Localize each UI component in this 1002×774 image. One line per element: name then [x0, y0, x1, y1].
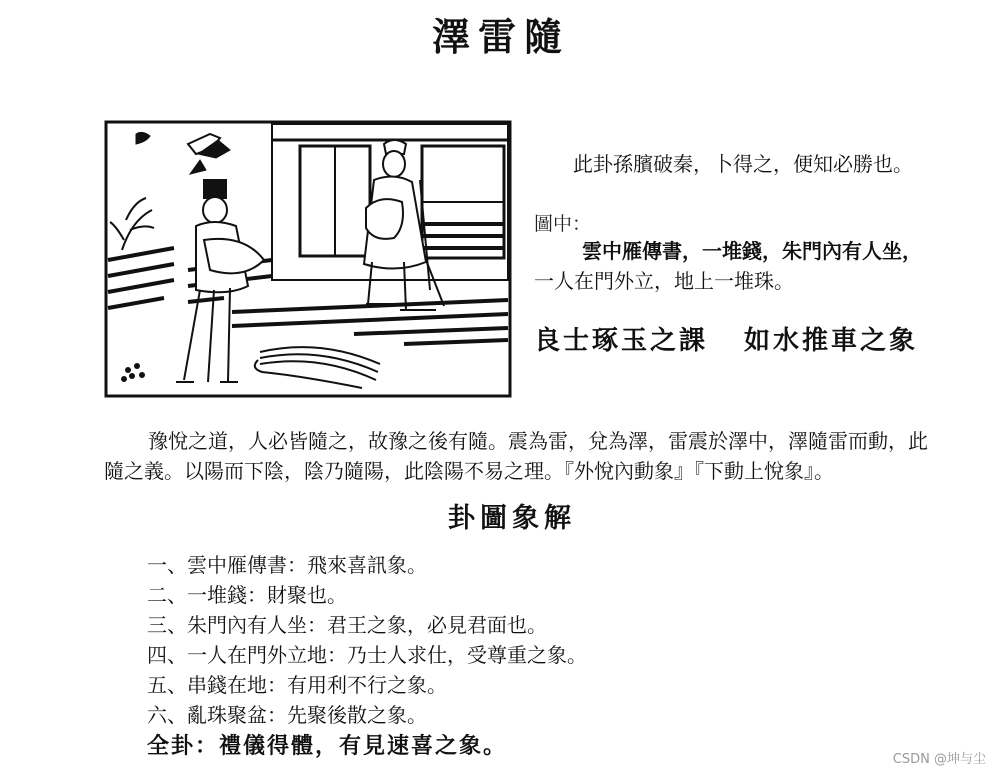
list-item: 二、一堆錢：財聚也。: [147, 583, 347, 607]
figure-description-line1: 雲中雁傳書，一堆錢，朱門內有人坐，: [582, 239, 922, 263]
commentary-line2: 隨之義。以陽而下陰，陰乃隨陽，此陰陽不易之理。『外悅內動象』『下動上悅象』。: [104, 459, 834, 483]
lesson-right: 如水推車之象: [744, 326, 919, 356]
watermark-label: CSDN @坤与尘: [892, 752, 986, 767]
list-item: 一、雲中雁傳書：飛來喜訊象。: [147, 553, 427, 577]
hexagram-summary: 全卦：禮儀得體，有見速喜之象。: [147, 733, 508, 759]
figure-description: [534, 236, 984, 296]
commentary-paragraph: [104, 426, 984, 486]
list-item: 五、串錢在地：有用利不行之象。: [147, 673, 447, 697]
list-item: 三、朱門內有人坐：君王之象，必見君面也。: [147, 613, 547, 637]
commentary-line1: 豫悅之道，人必皆隨之，故豫之後有隨。震為雷，兌為澤，雷震於澤中，澤隨雷而動，此: [148, 429, 928, 453]
list-item: 六、亂珠聚盆：先聚後散之象。: [147, 703, 427, 727]
page-title: 澤雷隨: [431, 14, 570, 59]
explanation-list: [147, 550, 587, 730]
divination-intro: 此卦孫臏破秦，卜得之，便知必勝也。: [573, 152, 913, 176]
figure-description-line2: 一人在門外立，地上一堆珠。: [534, 269, 794, 293]
list-item: 四、一人在門外立地：乃士人求仕，受尊重之象。: [147, 643, 587, 667]
hexagram-woodcut-illustration: [104, 120, 512, 398]
section-heading: 卦圖象解: [448, 503, 576, 534]
figure-caption-label: 圖中：: [534, 213, 592, 235]
lesson-left: 良士琢玉之課: [534, 326, 709, 356]
lesson-motto: [534, 320, 918, 357]
